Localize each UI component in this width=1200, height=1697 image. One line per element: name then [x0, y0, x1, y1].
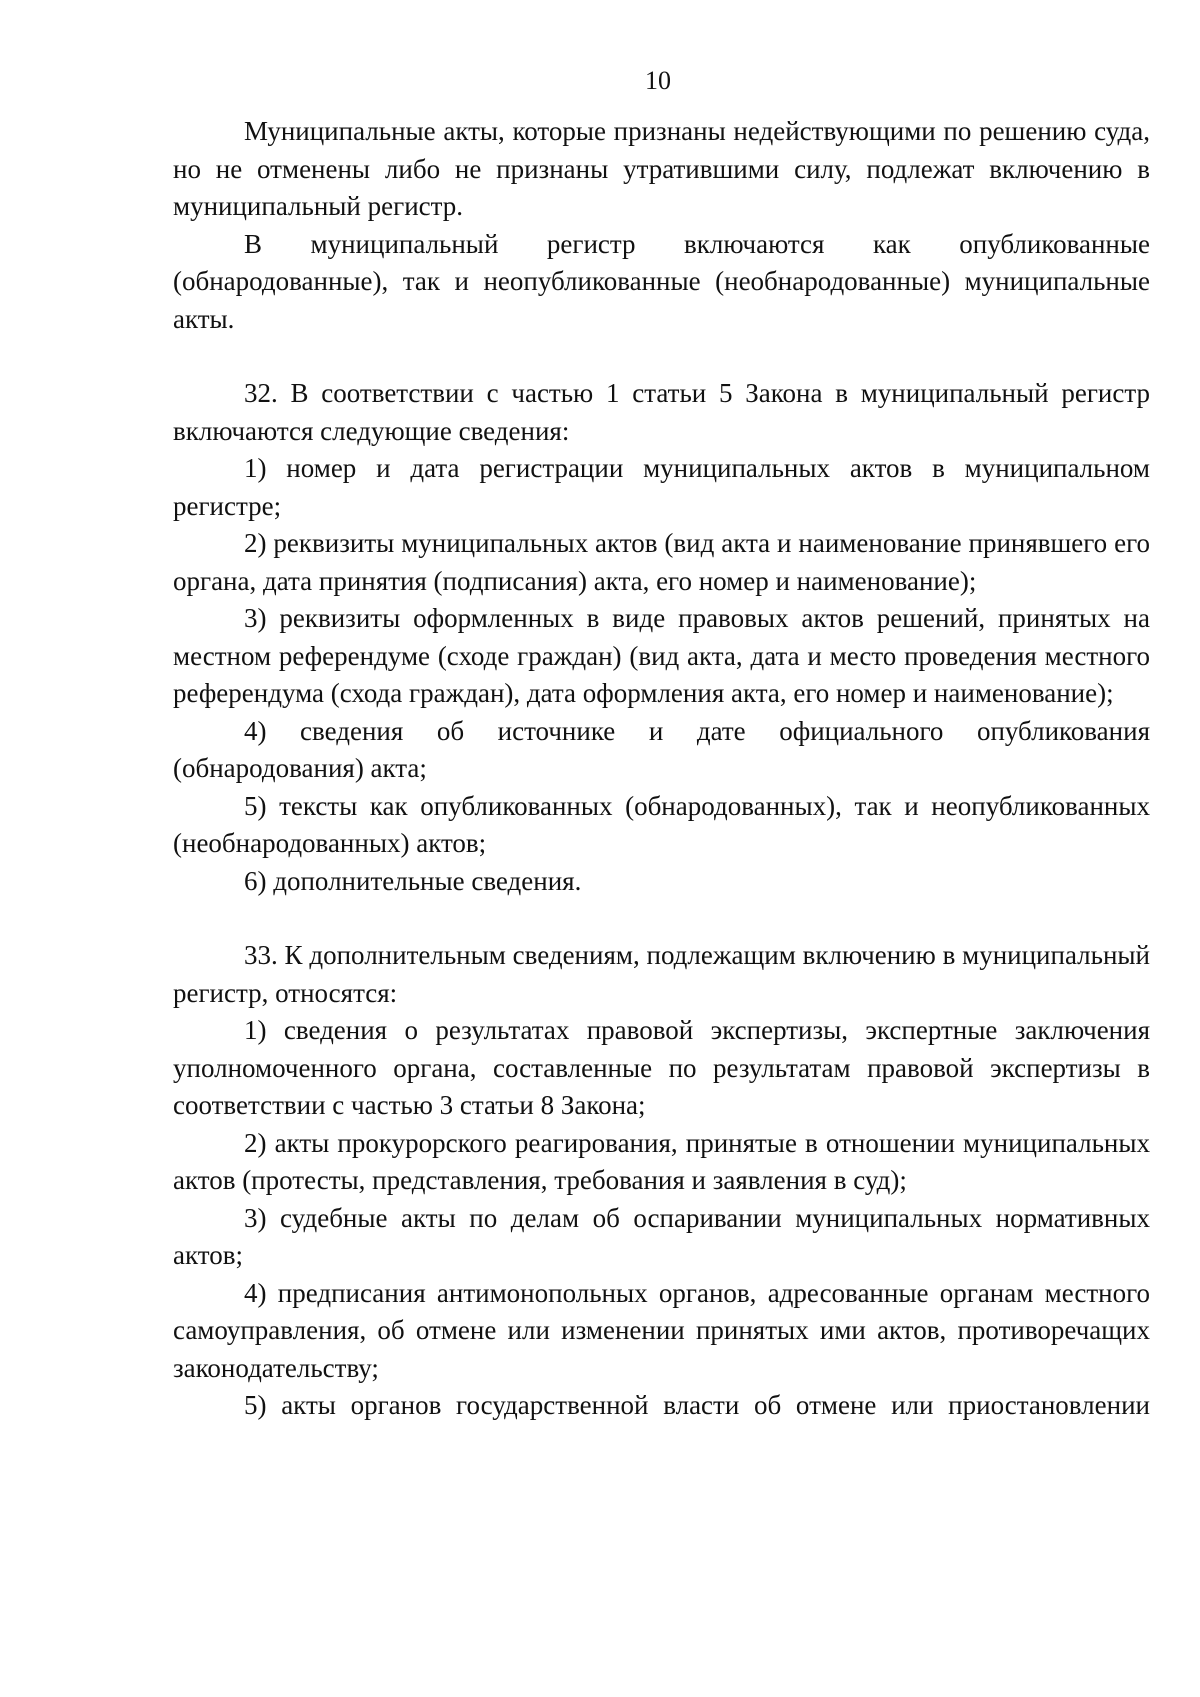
list-item-32-1: 1) номер и дата регистрации муниципальных актов в муниципальном регистре;	[173, 453, 1150, 521]
paragraph-clause-33: 33. К дополнительным сведениям, подлежащим включению в муниципальный регистр, относятся:	[173, 940, 1150, 1008]
document-body	[173, 113, 1150, 1425]
paragraph-spacer	[173, 338, 1150, 375]
list-item-32-4: 4) сведения об источнике и дате официального опубликования (обнародования) акта;	[173, 715, 1150, 783]
list-item-33-5: 5) акты органов государственной власти об отмене или приостановлении	[244, 1390, 1150, 1420]
list-item-32-6: 6) дополнительные сведения.	[244, 865, 582, 896]
paragraph-clause-32: 32. В соответствии с частью 1 статьи 5 Закона в муниципальный регистр включаются следующие сведения:	[173, 378, 1150, 446]
list-item-32-2: 2) реквизиты муниципальных актов (вид акта и наименование принявшего его органа, дата принятия (подписания) акта, его номер и наименование);	[173, 528, 1150, 596]
page-number: 10	[645, 66, 671, 95]
list-item-33-1: 1) сведения о результатах правовой экспертизы, экспертные заключения уполномоченного органа, составленные по результатам правовой экспертизы в соответствии с частью 3 статьи 8 Закона;	[173, 1015, 1150, 1120]
paragraph-invalid-acts: Муниципальные акты, которые признаны недействующими по решению суда, но не отменены либо не признаны утратившими силу, подлежат включению в муниципальный регистр.	[173, 116, 1150, 221]
list-item-33-3: 3) судебные акты по делам об оспаривании муниципальных нормативных актов;	[173, 1202, 1150, 1270]
list-item-33-4: 4) предписания антимонопольных органов, адресованные органам местного самоуправления, об отмене или изменении принятых ими актов, противоречащих законодательству;	[173, 1277, 1150, 1383]
paragraph-published-acts: В муниципальный регистр включаются как опубликованные (обнародованные), так и неопубликованные (необнародованные) муниципальные акты.	[173, 228, 1150, 334]
list-item-32-5: 5) тексты как опубликованных (обнародованных), так и неопубликованных (необнародованных) актов;	[173, 790, 1150, 858]
list-item-32-3: 3) реквизиты оформленных в виде правовых актов решений, принятых на местном референдуме (сходе граждан) (вид акта, дата и место проведения местного референдума (схода граждан), дата оформления акта, его номер и наименование);	[173, 603, 1150, 708]
list-item-33-2: 2) акты прокурорского реагирования, принятые в отношении муниципальных актов (протесты, представления, требования и заявления в суд);	[173, 1127, 1150, 1195]
paragraph-spacer	[173, 900, 1150, 937]
